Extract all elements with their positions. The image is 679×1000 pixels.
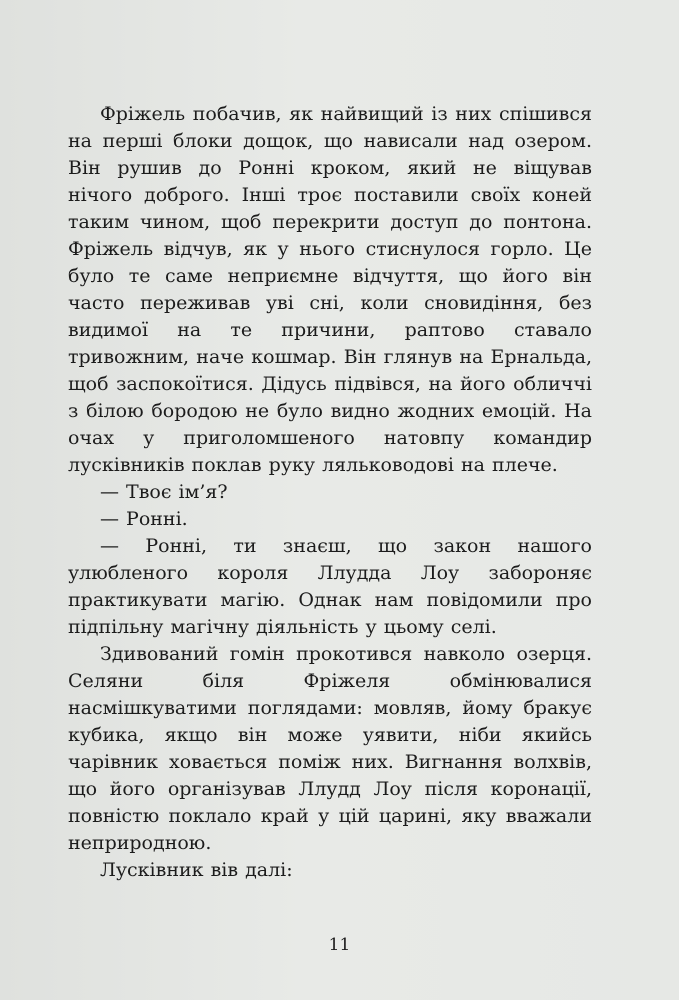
paragraph-1: Фріжель побачив, як найвищий із них спішився на перші блоки дощок, що нависали над озером. Він рушив до Ронні кроком, який не віщував нічого доброго. Інші троє поставили своїх коней таким чином, щоб перекрити доступ до понтона. Фріжель відчув, як у нього стиснулося горло. Це було те саме неприємне відчуття, що його він часто переживав уві сні, коли сновидіння, без видимої на те причини, раптово ставало тривожним, наче кошмар. Він глянув на Ернальда, щоб заспокоїтися. Дідусь підвівся, на його обличчі з білою бородою не було видно жодних емоцій. На очах у приголомшеного натовпу командир лусківників поклав руку ляльководові на плече.	[68, 103, 592, 476]
paragraph-3: Лусківник вів далі:	[100, 859, 293, 881]
page-number: 11	[328, 935, 351, 955]
paragraph-2: Здивований гомін прокотився навколо озерця. Селяни біля Фріжеля обмінювалися насмішкуватими поглядами: мовляв, йому бракує кубика, якщо він може уявити, ніби якийсь чарівник ховається поміж них. Вигнання волхвів, що його організував Ллудд Лоу після коронації, повністю поклало край у цій царині, яку вважали неприродною.	[68, 643, 592, 854]
dialogue-line-3: — Ронні, ти знаєш, що закон нашого улюбленого короля Ллудда Лоу забороняє практикувати магію. Однак нам повідомили про підпільну магічну діяльність у цьому селі.	[68, 535, 592, 638]
dialogue-line-2: — Ронні.	[100, 508, 188, 530]
dialogue-line-1: — Твоє ім’я?	[100, 481, 228, 503]
body-text	[68, 101, 592, 884]
